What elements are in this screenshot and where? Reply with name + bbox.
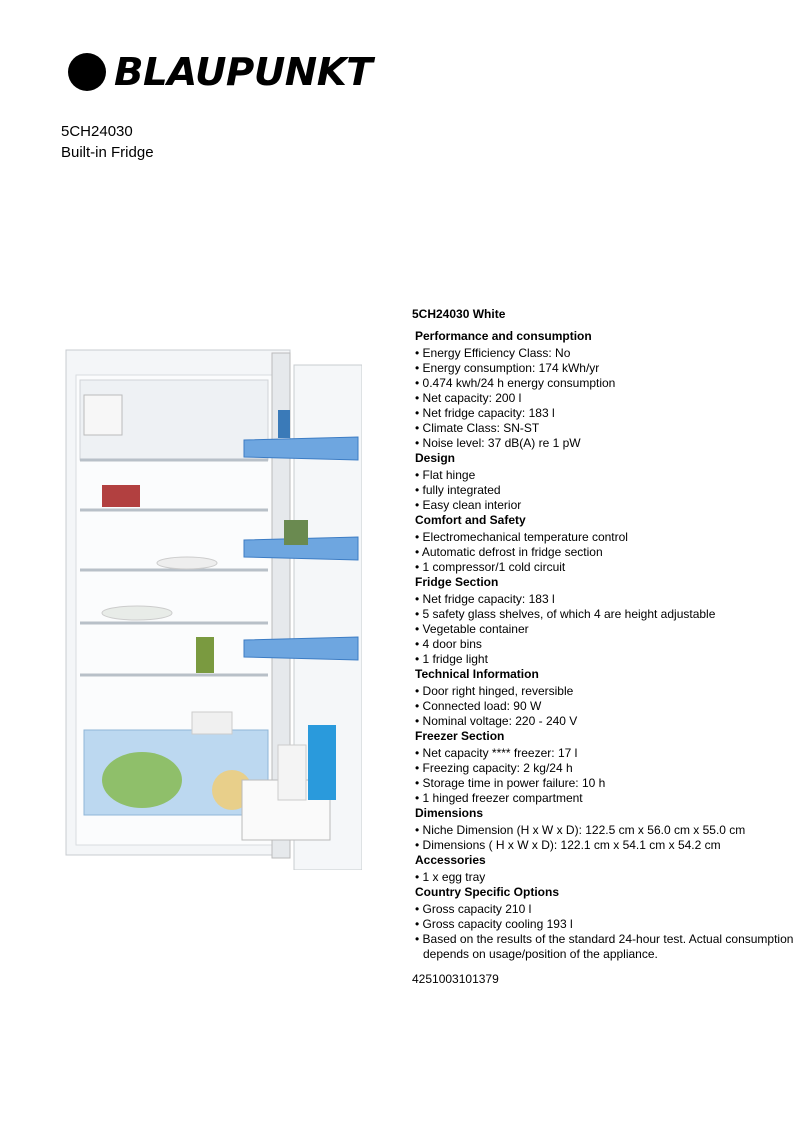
spec-list [415,530,802,575]
spec-item: • Storage time in power failure: 10 h [415,776,802,791]
spec-item: • Flat hinge [415,468,802,483]
spec-item: • Net fridge capacity: 183 l [415,406,802,421]
section-heading: Fridge Section [415,575,499,589]
section-heading: Comfort and Safety [415,513,526,527]
spec-item: • Automatic defrost in fridge section [415,545,802,560]
spec-section [415,729,802,806]
section-heading: Dimensions [415,806,484,820]
spec-item: • Based on the results of the standard 24-hour test. Actual consumption depends on usage/position of the appliance. [415,932,802,962]
spec-item: • Energy consumption: 174 kWh/yr [415,361,802,376]
brand-logo [68,50,373,94]
spec-title: 5CH24030 White [412,307,506,321]
product-type: Built-in Fridge [61,144,154,161]
spec-section [415,513,802,575]
spec-item: • Net fridge capacity: 183 l [415,592,802,607]
section-heading: Freezer Section [415,729,505,743]
spec-item: • 4 door bins [415,637,802,652]
spec-section [415,853,802,885]
section-heading: Performance and consumption [415,329,592,343]
section-heading: Accessories [415,853,486,867]
spec-list [415,592,802,667]
spec-item: • 1 fridge light [415,652,802,667]
spec-item: • 5 safety glass shelves, of which 4 are height adjustable [415,607,802,622]
spec-list [415,346,802,451]
logo-dot-icon [68,53,106,91]
spec-item: • Electromechanical temperature control [415,530,802,545]
spec-item: • Noise level: 37 dB(A) re 1 pW [415,436,802,451]
spec-section [415,806,802,853]
spec-item: • fully integrated [415,483,802,498]
spec-item: • Net capacity **** freezer: 17 l [415,746,802,761]
spec-item: • Dimensions ( H x W x D): 122.1 cm x 54.1 cm x 54.2 cm [415,838,802,853]
spec-item: • Connected load: 90 W [415,699,802,714]
specifications [412,307,802,986]
spec-item: • Gross capacity cooling 193 l [415,917,802,932]
section-heading: Technical Information [415,667,539,681]
spec-list [415,746,802,806]
spec-item: • Door right hinged, reversible [415,684,802,699]
spec-item: • Niche Dimension (H x W x D): 122.5 cm x 56.0 cm x 55.0 cm [415,823,802,838]
spec-item: • Easy clean interior [415,498,802,513]
ean-code: 4251003101379 [412,972,499,986]
spec-item: • Nominal voltage: 220 - 240 V [415,714,802,729]
spec-item: • 1 hinged freezer compartment [415,791,802,806]
spec-list [415,902,802,962]
product-header [61,121,154,163]
spec-item: • Freezing capacity: 2 kg/24 h [415,761,802,776]
spec-section [415,451,802,513]
spec-item: • 1 x egg tray [415,870,802,885]
fridge-image [62,345,362,870]
spec-list [415,823,802,853]
spec-section [415,329,802,451]
spec-list [415,684,802,729]
spec-section [415,885,802,962]
spec-item: • Energy Efficiency Class: No [415,346,802,361]
spec-item: • Gross capacity 210 l [415,902,802,917]
spec-section [415,575,802,667]
spec-item: • 0.474 kwh/24 h energy consumption [415,376,802,391]
model-number: 5CH24030 [61,123,133,140]
spec-item: • Net capacity: 200 l [415,391,802,406]
spec-item: • Climate Class: SN-ST [415,421,802,436]
spec-item: • Vegetable container [415,622,802,637]
spec-list [415,870,802,885]
logo-text: BLAUPUNKT [114,50,373,94]
spec-list [415,468,802,513]
spec-section [415,667,802,729]
section-heading: Design [415,451,456,465]
spec-item: • 1 compressor/1 cold circuit [415,560,802,575]
section-heading: Country Specific Options [415,885,560,899]
